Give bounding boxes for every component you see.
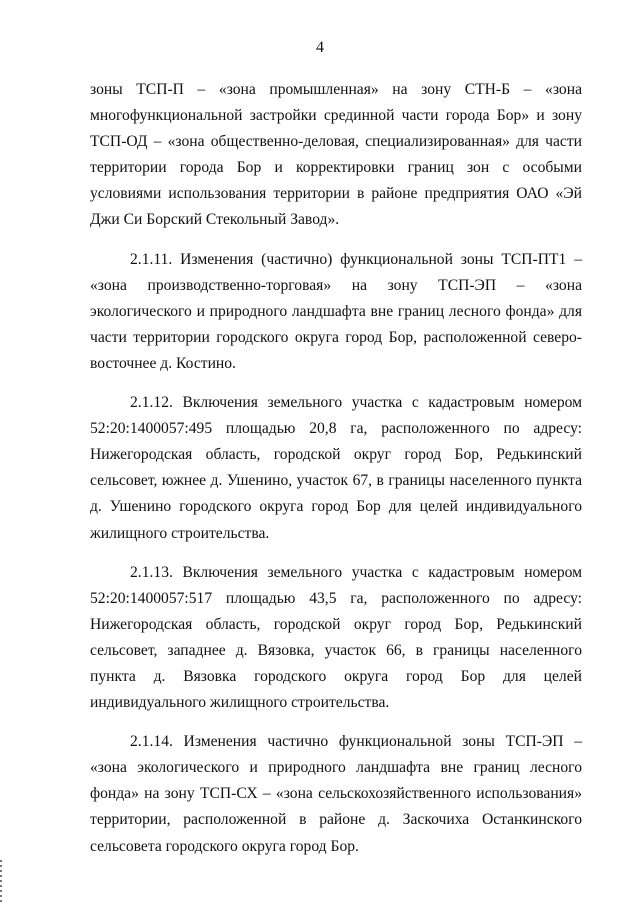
paragraph-2-1-12: 2.1.12. Включения земельного участка с кадастровым номером 52:20:1400057:495 площадью 20,8 га, расположенного по адресу: Нижегородская область, городской округ город Бор, Редькинский сельсовет, южнее д. Ушенино, участок 67, в границы населенного пункта д. Ушенино городского округа город Бор для целей индивидуального жилищного строительства. — [90, 394, 582, 542]
scan-edge-mark — [0, 860, 2, 905]
document-body — [90, 77, 582, 860]
page-number: 4 — [316, 39, 324, 56]
paragraph-2-1-13: 2.1.13. Включения земельного участка с кадастровым номером 52:20:1400057:517 площадью 43,5 га, расположенного по адресу: Нижегородская область, городской округ город Бор, Редькинский сельсовет, западнее д. Вязовка, участок 66, в границы населенного пункта д. Вязовка городского округа город Бор для целей индивидуального жилищного строительства. — [90, 563, 582, 712]
paragraph-2-1-11: 2.1.11. Изменения (частично) функциональной зоны ТСП-ПТ1 – «зона производственно-торговая» на зону ТСП-ЭП – «зона экологического и природного ландшафта вне границ лесного фонда» для части территории городского округа город Бор, расположенной северо-восточнее д. Костино. — [90, 250, 582, 372]
paragraph-continuation: зоны ТСП-П – «зона промышленная» на зону СТН-Б – «зона многофункциональной застройки срединной части города Бор» и зону ТСП-ОД – «зона общественно-деловая, специализированная» для части территории города Бор и корректировки границ зон с особыми условиями использования территории в районе предприятия ОАО «Эй Джи Си Борский Стекольный Завод». — [90, 81, 582, 229]
paragraph-2-1-14: 2.1.14. Изменения частично функциональной зоны ТСП-ЭП – «зона экологического и природного ландшафта вне границ лесного фонда» на зону ТСП-СХ – «зона сельскохозяйственного использования» территории, расположенной в районе д. Заскочиха Останкинского сельсовета городского округа город Бор. — [90, 733, 582, 855]
